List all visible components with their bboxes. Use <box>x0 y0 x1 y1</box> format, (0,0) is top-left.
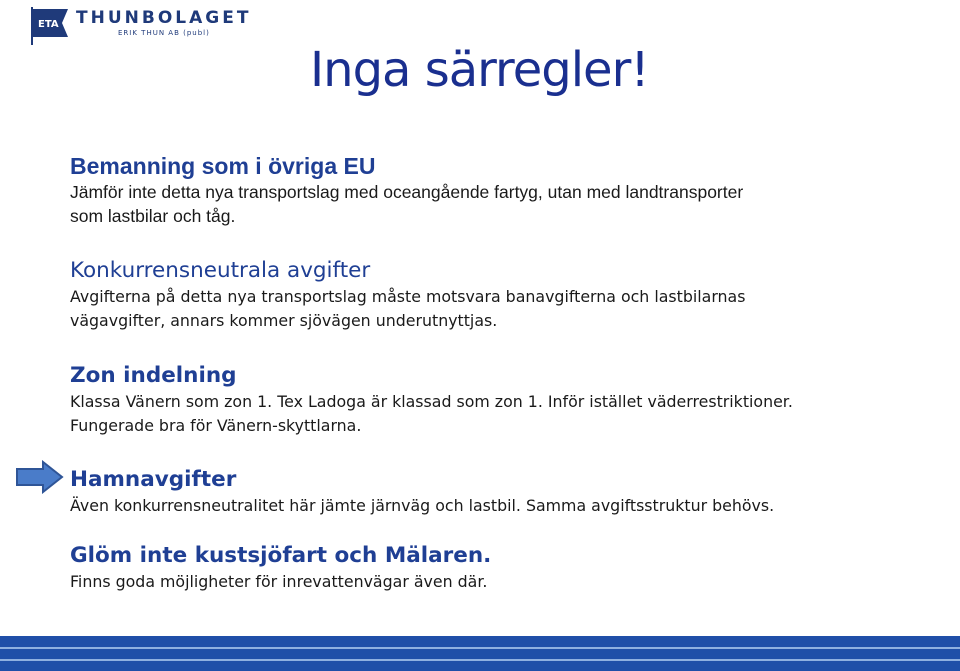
section-heading: Glöm inte kustsjöfart och Mälaren. <box>70 543 492 568</box>
svg-text:ETA: ETA <box>38 19 59 30</box>
logo-subtitle: ERIK THUN AB (publ) <box>118 29 210 37</box>
section-bemanning <box>70 152 930 228</box>
section-body-line: Även konkurrensneutralitet här jämte järnväg och lastbil. Samma avgiftsstruktur behövs. <box>70 496 775 515</box>
logo-name: THUNBOLAGET <box>76 8 252 28</box>
section-kustsjofart <box>70 542 930 594</box>
section-heading: Bemanning som i övriga EU <box>70 153 376 179</box>
right-arrow-icon <box>15 460 65 494</box>
footer-stripes <box>0 636 960 671</box>
section-body-line: Avgifterna på detta nya transportslag måste motsvara banavgifterna och lastbilarnas <box>70 287 746 306</box>
section-body-line: vägavgifter, annars kommer sjövägen underutnyttjas. <box>70 311 498 330</box>
section-heading: Zon indelning <box>70 363 237 388</box>
section-hamnavgifter <box>70 466 930 518</box>
section-body-line: som lastbilar och tåg. <box>70 206 236 226</box>
page-title: Inga särregler! <box>310 42 649 98</box>
section-avgifter <box>70 257 930 333</box>
section-body-line: Klassa Vänern som zon 1. Tex Ladoga är klassad som zon 1. Inför istället väderrestriktioner. <box>70 392 793 411</box>
section-body-line: Finns goda möjligheter för inrevattenvägar även där. <box>70 572 488 591</box>
section-heading: Konkurrensneutrala avgifter <box>70 258 371 283</box>
section-zon-indelning <box>70 362 930 438</box>
flag-logo-icon <box>28 5 72 45</box>
section-body-line: Fungerade bra för Vänern-skyttlarna. <box>70 416 362 435</box>
section-body-line: Jämför inte detta nya transportslag med oceangående fartyg, utan med landtransporter <box>70 182 744 202</box>
section-heading: Hamnavgifter <box>70 467 237 492</box>
company-logo <box>26 5 252 45</box>
